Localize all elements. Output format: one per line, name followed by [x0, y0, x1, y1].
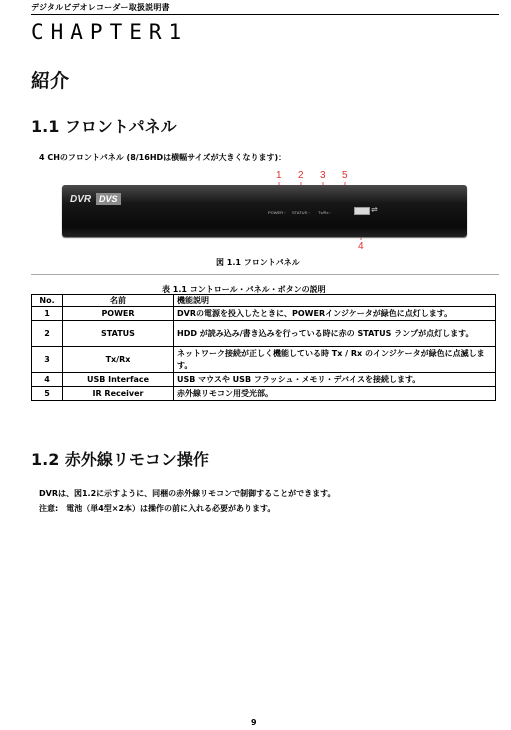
row-no: 1 [32, 307, 63, 321]
figure-caption: 図 1.1 フロントパネル [216, 258, 300, 267]
row-description: HDD が読み込み/書き込みを行っている時に赤の STATUS ランプが点灯します。 [174, 321, 496, 347]
table-row [32, 387, 496, 401]
callout-4: 4 [358, 241, 364, 252]
callout-3: 3 [320, 170, 326, 181]
header-no: No. [32, 295, 63, 307]
page-number: 9 [251, 718, 257, 727]
status-indicator: STATUS ◦ [292, 210, 310, 215]
row-description: 赤外線リモコン用受光部。 [174, 387, 496, 401]
row-name: POWER [63, 307, 174, 321]
table-row [32, 347, 496, 373]
row-name: IR Receiver [63, 387, 174, 401]
row-no: 5 [32, 387, 63, 401]
dvr-logo-badge: DVS [96, 193, 121, 205]
row-description: USB マウスや USB フラッシュ・メモリ・デバイスを接続します。 [174, 373, 496, 387]
usb-port [354, 207, 370, 215]
table-row [32, 307, 496, 321]
table-row [32, 321, 496, 347]
body-paragraph: DVRは、図1.2に示すように、同梱の赤外線リモコンで制御することができます。 [39, 489, 336, 498]
running-header: デジタルビデオレコーダー取扱説明書 [31, 3, 170, 12]
callout-1: 1 [276, 170, 282, 181]
intro-text: 4 CHのフロントパネル (8/16HDは横幅サイズが大きくなります)： [39, 153, 287, 162]
dvr-device [62, 185, 467, 237]
chapter-heading: CHAPTER1 [31, 20, 189, 44]
power-indicator: POWER ◦ [268, 210, 286, 215]
callout-2: 2 [298, 170, 304, 181]
row-no: 3 [32, 347, 63, 373]
section-divider [31, 274, 499, 275]
row-description: DVRの電源を投入したときに、POWERインジケータが緑色に点灯します。 [174, 307, 496, 321]
subsection-title-front-panel: 1.1 フロントパネル [31, 117, 177, 136]
table-row [32, 373, 496, 387]
row-description: ネットワーク接続が正しく機能している時 Tx / Rx のインジケータが緑色に点滅します。 [174, 347, 496, 373]
table-caption: 表 1.1 コントロール・パネル・ボタンの説明 [162, 285, 326, 294]
dvr-logo-text: DVR [70, 194, 92, 205]
row-no: 2 [32, 321, 63, 347]
note-paragraph: 注意: 電池（単4型×2本）は操作の前に入れる必要があります。 [39, 504, 276, 513]
section-title: 紹介 [31, 70, 70, 92]
header-description: 機能説明 [174, 295, 496, 307]
table-header-row [32, 295, 496, 307]
header-name: 名前 [63, 295, 174, 307]
row-name: USB Interface [63, 373, 174, 387]
row-no: 4 [32, 373, 63, 387]
usb-icon: ⇌ [371, 205, 378, 214]
row-name: STATUS [63, 321, 174, 347]
subsection-title-remote: 1.2 赤外線リモコン操作 [31, 450, 209, 469]
function-table [31, 294, 496, 401]
callout-5: 5 [342, 170, 348, 181]
row-name: Tx/Rx [63, 347, 174, 373]
txrx-indicator: Tx/Rx ◦ [318, 210, 331, 215]
